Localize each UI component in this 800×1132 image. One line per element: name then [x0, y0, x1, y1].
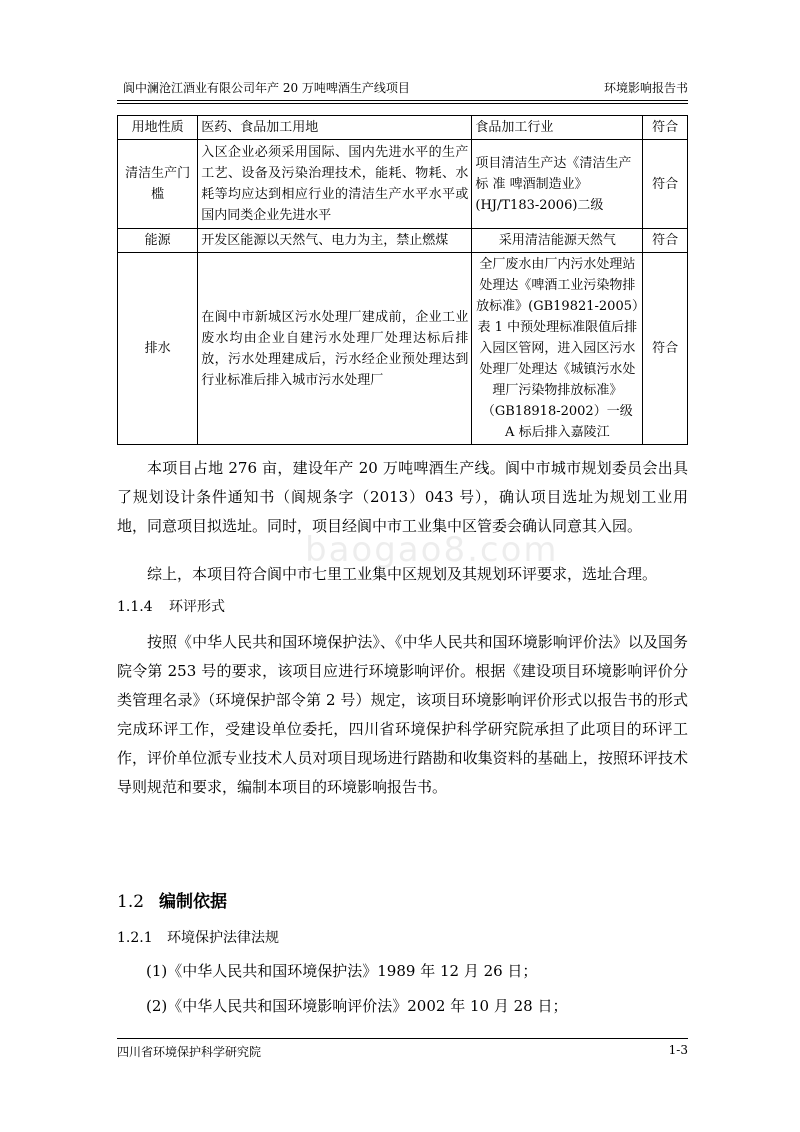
table-cell-result: 符合: [643, 253, 688, 445]
table-cell-result: 符合: [643, 140, 688, 229]
page-number: 1-3: [668, 1043, 688, 1057]
paragraph-assessment-form: 按照《中华人民共和国环境保护法》、《中华人民共和国环境影响评价法》以及国务院令第 253 号的要求，该项目应进行环境影响评价。根据《建设项目环境影响评价分类管理名录》（环境保护部令第 2 号）规定，该项目环境影响评价形式以报告书的形式完成环评工作，受建设单位委托，四川省环境保护科学研究院承担了此项目的环评工作，评价单位派专业技术人员对项目现场进行踏勘和收集资料的基础上，按照环评技术导则规范和要求，编制本项目的环境影响报告书。: [117, 633, 688, 796]
table-cell-requirement: 在阆中市新城区污水处理厂建成前，企业工业废水均由企业自建污水处理厂处理达标后排放，污水处理建成后，污水经企业预处理达到行业标准后排入城市污水处理厂: [198, 253, 472, 445]
section-number: 1.2: [117, 892, 145, 912]
compliance-table: [117, 115, 688, 445]
footer-institution: 四川省环境保护科学研究院: [117, 1045, 262, 1059]
table-cell-project: 食品加工行业: [472, 116, 643, 140]
header-rule-secondary: [117, 103, 688, 104]
table-cell-result: 符合: [643, 116, 688, 140]
section-number: 1.2.1: [117, 930, 153, 946]
table-cell-requirement: 开发区能源以天然气、电力为主，禁止燃煤: [198, 229, 472, 253]
section-title: 环境保护法律法规: [167, 930, 279, 946]
table-cell-requirement: 医药、食品加工用地: [198, 116, 472, 140]
table-row: [118, 229, 688, 253]
table-cell-project: 全厂废水由厂内污水处理站处理达《啤酒工业污染物排放标准》(GB19821-2005）表 1 中预处理标准限值后排入园区管网，进入园区污水处理厂处理达《城镇污水处理厂污染物排放标准》（GB18918-2002）一级 A 标后排入嘉陵江: [472, 253, 643, 445]
paragraph-conclusion: 综上，本项目符合阆中市七里工业集中区规划及其规划环评要求，选址合理。: [147, 565, 658, 583]
table-cell-item: 能源: [118, 229, 198, 253]
header-project-title: 阆中澜沧江酒业有限公司年产 20 万吨啤酒生产线项目: [123, 81, 410, 95]
table-cell-requirement: 入区企业必须采用国际、国内先进水平的生产工艺、设备及污染治理技术，能耗、物耗、水耗等均应达到相应行业的清洁生产水平水平或国内同类企业先进水平: [198, 140, 472, 229]
list-item: (2)《中华人民共和国环境影响评价法》2002 年 10 月 28 日；: [146, 997, 568, 1015]
table-cell-item: 排水: [118, 253, 198, 445]
table-cell-result: 符合: [643, 229, 688, 253]
table-row: [118, 140, 688, 229]
header-doc-type: 环境影响报告书: [603, 81, 688, 95]
table-cell-project: 项目清洁生产达《清洁生产标 准 啤酒制造业》(HJ/T183-2006)二级: [472, 140, 643, 229]
table-row: [118, 116, 688, 140]
table-cell-project: 采用清洁能源天然气: [472, 229, 643, 253]
table-cell-item: 清洁生产门槛: [118, 140, 198, 229]
section-heading-1-1-4: [117, 596, 225, 616]
section-number: 1.1.4: [117, 599, 153, 615]
table-cell-item: 用地性质: [118, 116, 198, 140]
footer-rule: [117, 1038, 688, 1039]
table-row: [118, 253, 688, 445]
section-heading-1-2-1: [117, 927, 279, 947]
header-rule: [117, 100, 688, 101]
section-heading-1-2: [117, 887, 227, 912]
watermark: baogao8.com: [305, 530, 559, 570]
paragraph-site-approval: 本项目占地 276 亩，建设年产 20 万吨啤酒生产线。阆中市城市规划委员会出具了规划设计条件通知书（阆规条字（2013）043 号），确认项目选址为规划工业用地，同意项目拟选址。同时，项目经阆中市工业集中区管委会确认同意其入园。: [117, 459, 688, 535]
section-title: 环评形式: [169, 599, 225, 615]
section-title: 编制依据: [159, 892, 227, 912]
list-item: (1)《中华人民共和国环境保护法》1989 年 12 月 26 日；: [146, 962, 538, 980]
